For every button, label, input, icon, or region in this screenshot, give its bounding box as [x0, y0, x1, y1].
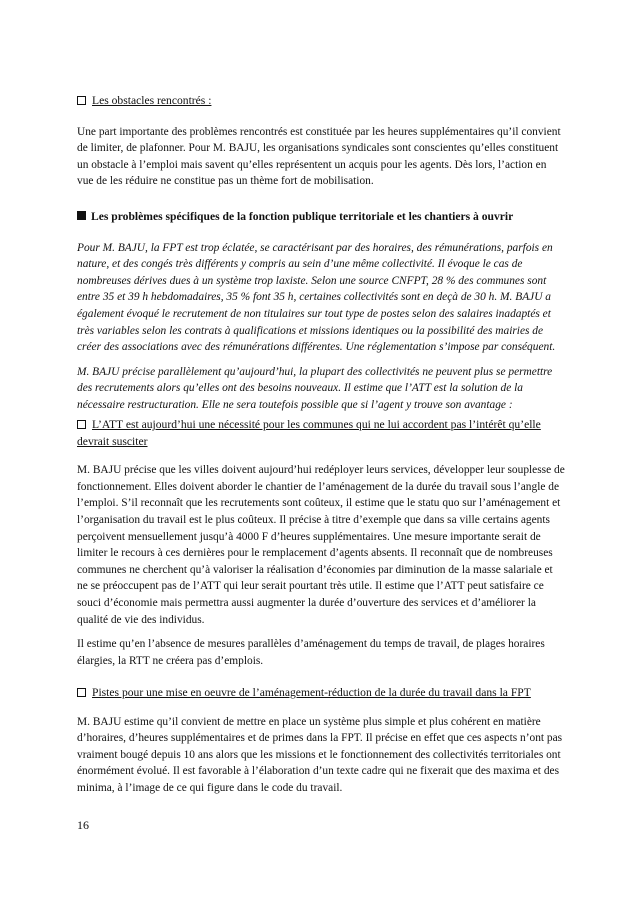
- page-number: 16: [77, 818, 89, 832]
- heading-text: Pistes pour une mise en oeuvre de l’aménagement-réduction de la durée du travail dans la FPT: [92, 686, 531, 699]
- section-heading: [77, 209, 565, 226]
- heading-text: L’ATT est aujourd’hui une nécessité pour les communes qui ne lui accordent pas l’intérêt qu’elle devrait susciter: [77, 418, 541, 448]
- section-pistes: [77, 685, 565, 797]
- section-heading: [77, 93, 565, 110]
- paragraph: Pour M. BAJU, la FPT est trop éclatée, se caractérisant par des horaires, des rémunérations, parfois en nature, et des congés très différents y compris au sein d’une même collectivité. Il évoque le cas de nombreuses dérives dues à un système trop laxiste. Selon une source CNFPT, 28 % des communes sont entre 35 et 39 h hebdomadaires, 35 % font 35 h, certaines collectivités sont en deçà de 30 h. M. BAJU a également évoqué le recrutement de non titulaires sur tout type de postes selon des salaires inadaptés et très variables selon les contrats à qualifications et missions identiques ou la possibilité des mairies de créer des associations avec des rémunérations différentes. Une réglementation s’impose par conséquent.: [77, 241, 556, 354]
- heading-text: Les obstacles rencontrés :: [92, 94, 212, 107]
- checkbox-icon: [77, 96, 86, 105]
- paragraph: Il estime qu’en l’absence de mesures parallèles d’aménagement du temps de travail, de plages horaires élargies, la RTT ne créera pas d’emplois.: [77, 638, 545, 667]
- section-heading: [77, 685, 565, 702]
- paragraph: M. BAJU précise que les villes doivent aujourd’hui redéployer leurs services, développer leur souplesse de fonctionnement. Elles doivent aborder le chantier de l’aménagement de la durée du travail sous l’angle de l’emploi. S’il reconnaît que les recrutements sont coûteux, il estime que le statu quo sur l’aménagement et l’organisation du travail est le plus coûteux. Il précise à titre d’exemple que dans sa ville certains agents perçoivent mensuellement jusqu’à 4000 F d’heures supplémentaires. Une mesure importante serait de limiter le recours à ces dernières pour le remplacement d’agents absents. Il reconnaît que de nombreuses communes ne cherchent qu’à valoriser la réalisation d’économies par diminution de la masse salariale et ne se préoccupent pas de l’ATT qui leur serait pourtant très utile. Il estime que l’ATT peut satisfaire ce souci d’économie mais permettra aussi augmenter la durée d’ouverture des services et d’améliorer la qualité de vie des individus.: [77, 464, 565, 626]
- paragraph: Une part importante des problèmes rencontrés est constituée par les heures supplémentaires qu’il convient de limiter, de plafonner. Pour M. BAJU, les organisations syndicales sont conscientes qu’elles constituent un obstacle à l’emploi mais savent qu’elles représentent un acquis pour les agents. Dès lors, l’action en vue de les réduire ne constitue pas un thème fort de mobilisation.: [77, 125, 561, 188]
- section-att-necessity: [77, 417, 565, 669]
- section-obstacles: [77, 93, 565, 190]
- heading-text: Les problèmes spécifiques de la fonction publique territoriale et les chantiers à ouvrir: [91, 210, 514, 223]
- paragraph: M. BAJU précise parallèlement qu’aujourd’hui, la plupart des collectivités ne peuvent plus se permettre des recrutements alors qu’elles ont des besoins nouveaux. Il estime que l’ATT est la solution de la nécessaire restructuration. Elle ne sera toutefois possible que si l’agent y trouve son avantage :: [77, 365, 553, 411]
- checkbox-icon: [77, 688, 86, 697]
- checkbox-icon: [77, 420, 86, 429]
- section-fpt-problems: [77, 209, 565, 414]
- section-heading: [77, 417, 565, 450]
- bullet-square-icon: [77, 211, 86, 220]
- paragraph: M. BAJU estime qu’il convient de mettre en place un système plus simple et plus cohérent en matière d’horaires, d’heures supplémentaires et de primes dans la FPT. Il précise en effet que ces aspects n’ont pas vraiment bougé depuis 10 ans alors que les missions et le fonctionnement des collectivités territoriales ont énormément évolué. Il est favorable à l’élaboration d’un texte cadre qui ne fixerait que des maxima et des minima, à l’image de ce qui figure dans le code du travail.: [77, 715, 563, 794]
